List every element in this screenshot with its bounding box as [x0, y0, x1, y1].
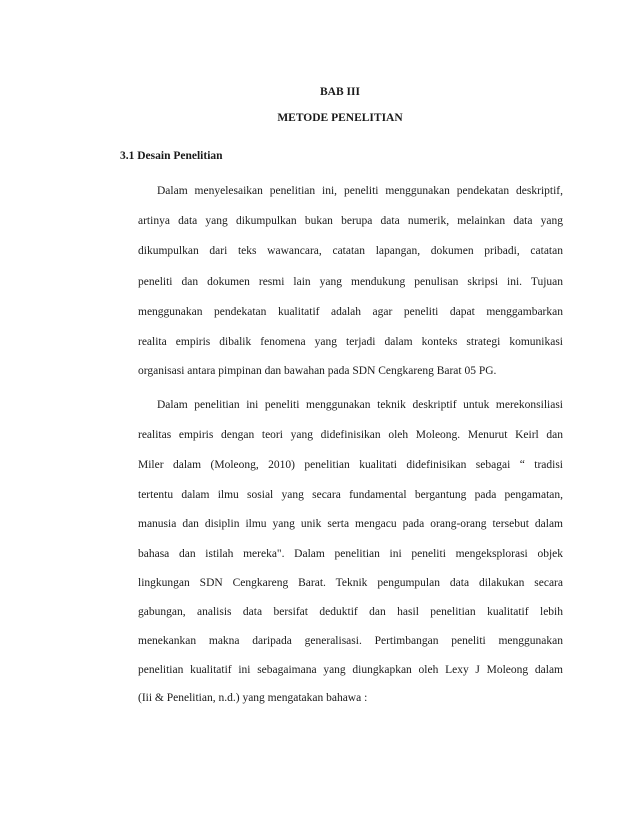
section-heading: 3.1 Desain Penelitian — [120, 150, 223, 162]
paragraph-2-line: Miler dalam (Moleong, 2010) penelitian kualitati didefinisikan sebagai “ tradisi — [138, 459, 563, 471]
paragraph-2-line: Dalam penelitian ini peneliti menggunakan teknik deskriptif untuk merekonsiliasi — [157, 399, 563, 411]
paragraph-1-line: organisasi antara pimpinan dan bawahan pada SDN Cengkareng Barat 05 PG. — [138, 365, 497, 377]
paragraph-2-line: gabungan, analisis data bersifat deduktif dan hasil penelitian kualitatif lebih — [138, 606, 563, 618]
paragraph-2-line: realitas empiris dengan teori yang didefinisikan oleh Moleong. Menurut Keirl dan — [138, 429, 563, 441]
paragraph-1-line: dikumpulkan dari teks wawancara, catatan lapangan, dokumen pribadi, catatan — [138, 245, 563, 257]
chapter-subtitle: METODE PENELITIAN — [277, 112, 403, 124]
paragraph-2-line: bahasa dan istilah mereka". Dalam penelitian ini peneliti mengeksplorasi objek — [138, 548, 563, 560]
paragraph-1-line: realita empiris dibalik fenomena yang terjadi dalam konteks strategi komunikasi — [138, 336, 563, 348]
paragraph-2-line: lingkungan SDN Cengkareng Barat. Teknik pengumpulan data dilakukan secara — [138, 577, 563, 589]
paragraph-2-line: menekankan makna daripada generalisasi. Pertimbangan peneliti menggunakan — [138, 635, 563, 647]
paragraph-1-line: artinya data yang dikumpulkan bukan berupa data numerik, melainkan data yang — [138, 215, 563, 227]
paragraph-1-line: Dalam menyelesaikan penelitian ini, peneliti menggunakan pendekatan deskriptif, — [157, 185, 563, 197]
paragraph-1-line: menggunakan pendekatan kualitatif adalah agar peneliti dapat menggambarkan — [138, 306, 563, 318]
paragraph-2-line: tertentu dalam ilmu sosial yang secara fundamental bergantung pada pengamatan, — [138, 489, 563, 501]
paragraph-2-line: (Iii & Penelitian, n.d.) yang mengatakan bahawa : — [138, 692, 368, 704]
paragraph-2-line: manusia dan disiplin ilmu yang unik serta mengacu pada orang-orang tersebut dalam — [138, 518, 563, 530]
chapter-title: BAB III — [320, 86, 360, 98]
paragraph-2-line: penelitian kualitatif ini sebagaimana yang diungkapkan oleh Lexy J Moleong dalam — [138, 664, 563, 676]
paragraph-1-line: peneliti dan dokumen resmi lain yang mendukung penulisan skripsi ini. Tujuan — [138, 276, 563, 288]
